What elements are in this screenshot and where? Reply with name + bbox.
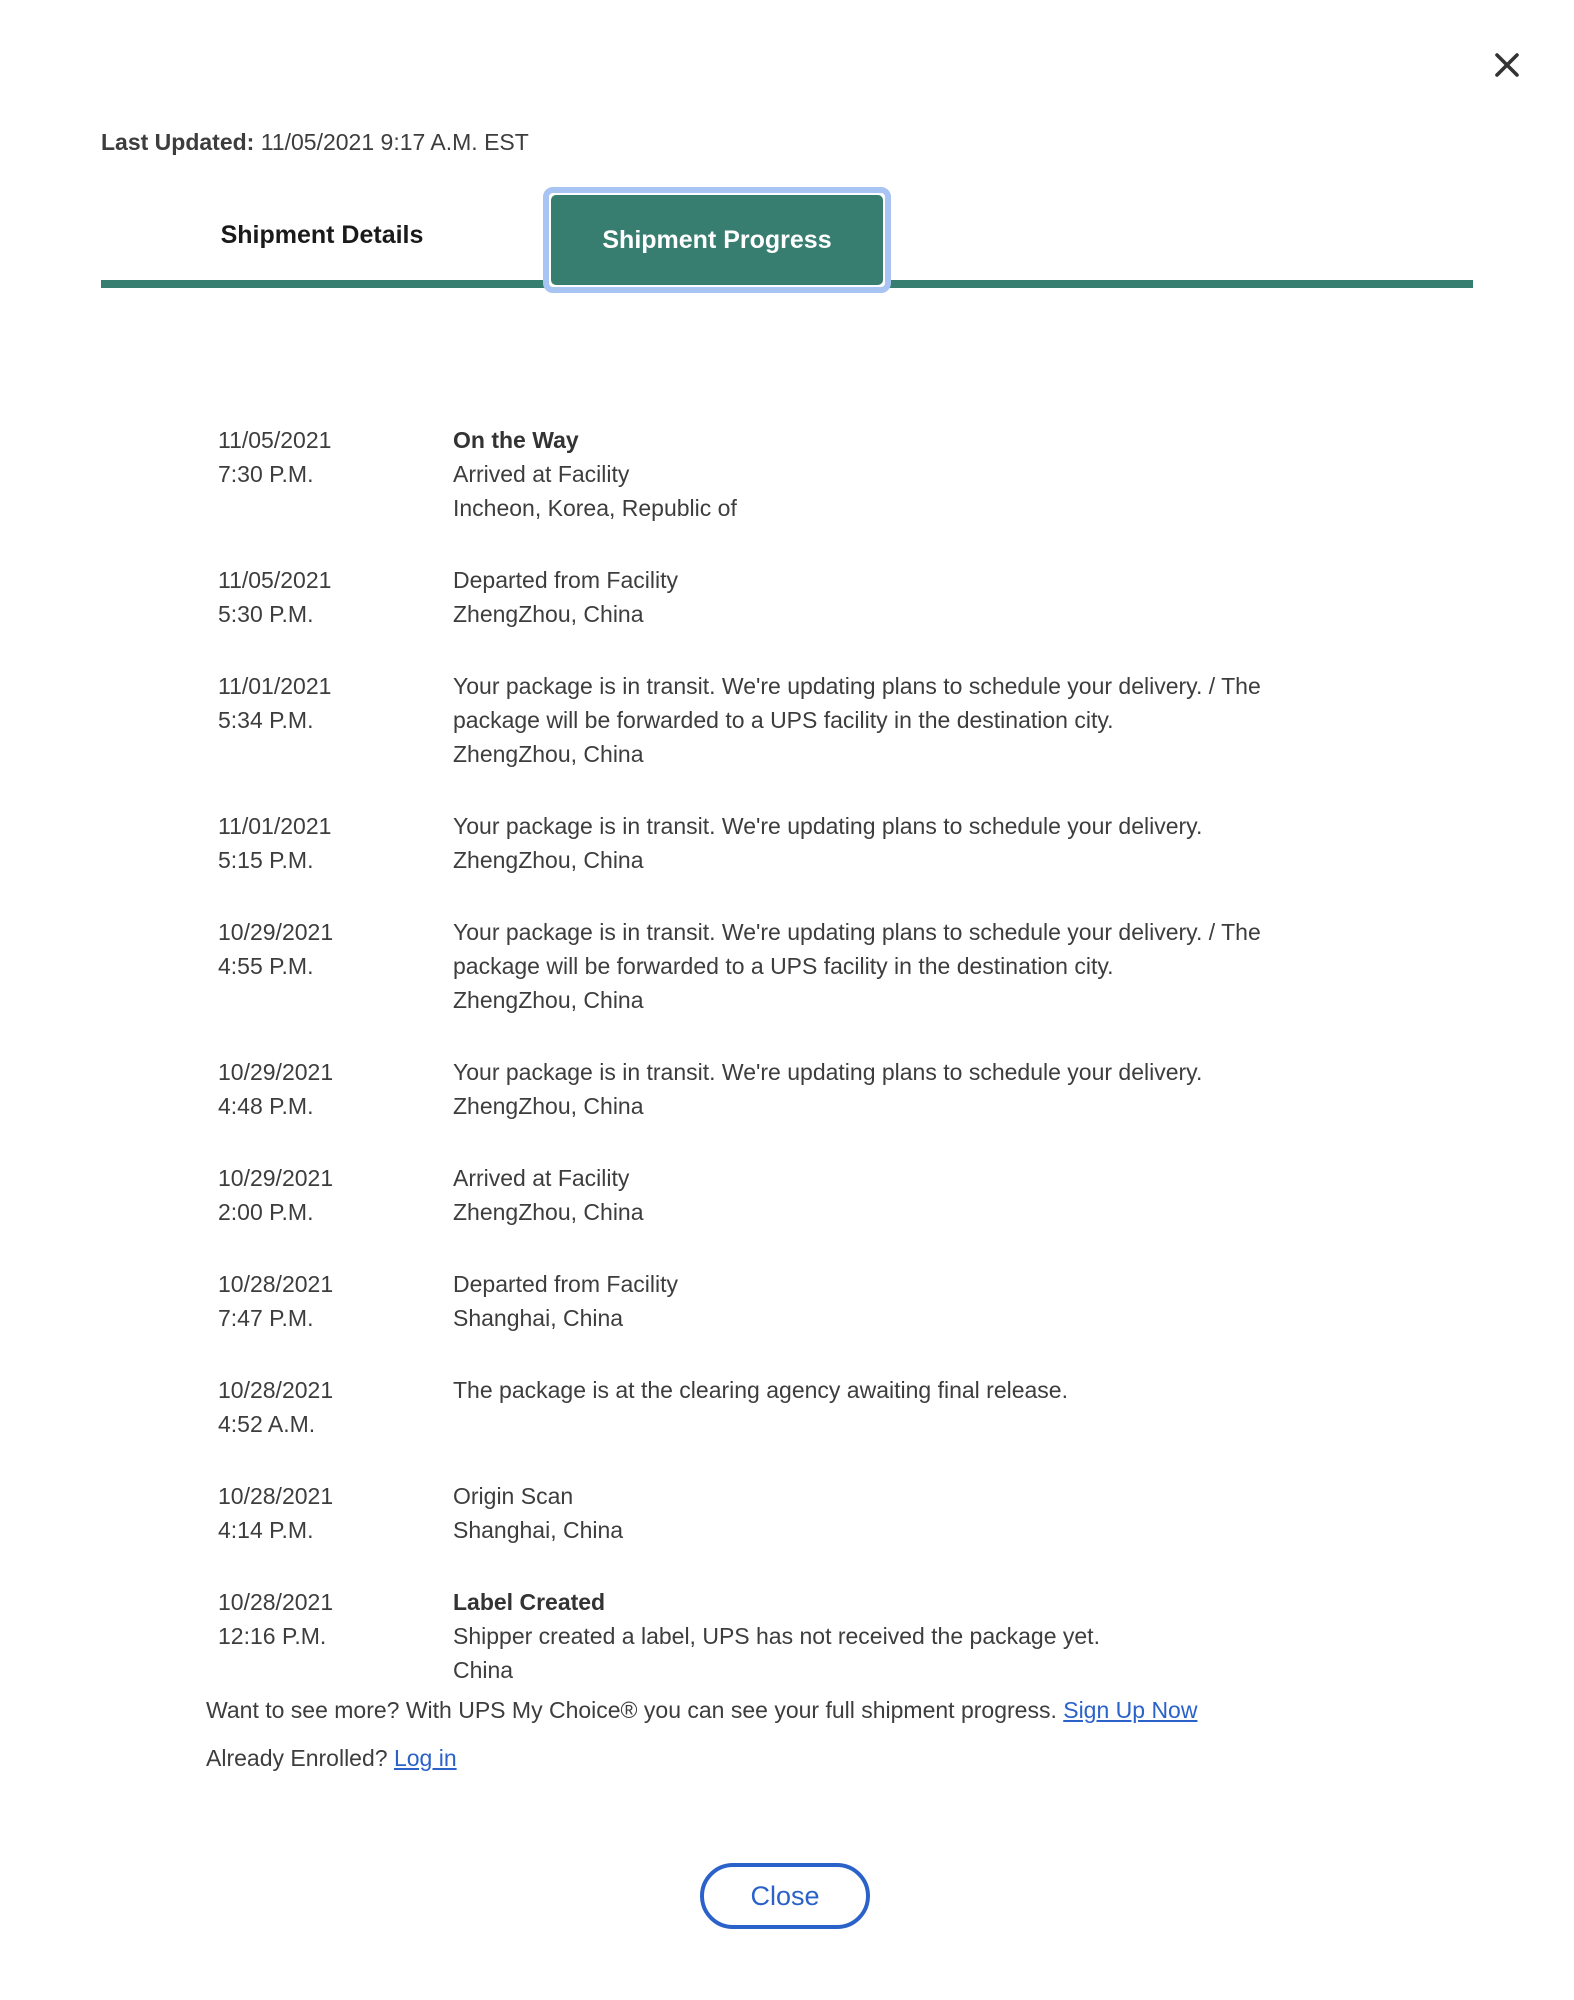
- entry-description-line: Shipper created a label, UPS has not received the package yet.: [453, 1623, 1100, 1649]
- entry-datetime: [218, 669, 453, 771]
- entry-datetime: [218, 809, 453, 877]
- entry-time: 4:52 A.M.: [218, 1411, 316, 1437]
- timeline-entry: [218, 423, 1478, 525]
- timeline-entry: [218, 1267, 1478, 1335]
- promo-text: Want to see more? With UPS My Choice® you can see your full shipment progress.: [206, 1697, 1064, 1723]
- entry-datetime: [218, 563, 453, 631]
- entry-date: 10/29/2021: [218, 919, 334, 945]
- sign-up-now-link[interactable]: Sign Up Now: [1063, 1697, 1198, 1723]
- entry-datetime: [218, 1479, 453, 1547]
- entry-date: 11/05/2021: [218, 567, 332, 593]
- entry-time: 7:47 P.M.: [218, 1305, 314, 1331]
- entry-datetime: [218, 915, 453, 1017]
- entry-time: 5:30 P.M.: [218, 601, 314, 627]
- entry-description-line: ZhengZhou, China: [453, 1199, 644, 1225]
- my-choice-promo: [206, 1693, 1197, 1775]
- entry-description-line: On the Way: [453, 427, 579, 453]
- tab-shipment-details-label: Shipment Details: [220, 220, 424, 249]
- entry-datetime: [218, 423, 453, 525]
- entry-description-line: Shanghai, China: [453, 1517, 624, 1543]
- entry-description: [453, 1161, 1478, 1229]
- entry-description-line: Your package is in transit. We're updating plans to schedule your delivery. / The: [453, 673, 1261, 699]
- entry-datetime: [218, 1161, 453, 1229]
- timeline-entry: [218, 915, 1478, 1017]
- entry-time: 4:14 P.M.: [218, 1517, 314, 1543]
- shipment-progress-timeline: [218, 423, 1478, 1725]
- close-button-label: Close: [750, 1880, 820, 1911]
- entry-datetime: [218, 1585, 453, 1687]
- entry-time: 5:34 P.M.: [218, 707, 314, 733]
- entry-description-line: Your package is in transit. We're updating plans to schedule your delivery.: [453, 813, 1203, 839]
- entry-datetime: [218, 1267, 453, 1335]
- entry-description-line: ZhengZhou, China: [453, 601, 644, 627]
- timeline-entry: [218, 563, 1478, 631]
- entry-description-line: Arrived at Facility: [453, 1165, 630, 1191]
- entry-time: 4:55 P.M.: [218, 953, 314, 979]
- entry-description: [453, 1373, 1478, 1441]
- entry-description-line: Shanghai, China: [453, 1305, 624, 1331]
- entry-description-line: ZhengZhou, China: [453, 847, 644, 873]
- entry-description: [453, 1585, 1478, 1687]
- entry-description: [453, 809, 1478, 877]
- entry-date: 11/01/2021: [218, 673, 332, 699]
- entry-description: [453, 1055, 1478, 1123]
- entry-description-line: Origin Scan: [453, 1483, 574, 1509]
- entry-description: [453, 1479, 1478, 1547]
- close-button-x[interactable]: [1486, 44, 1528, 86]
- entry-description-line: Your package is in transit. We're updating plans to schedule your delivery.: [453, 1059, 1203, 1085]
- timeline-entry: [218, 1585, 1478, 1687]
- timeline-entry: [218, 1161, 1478, 1229]
- last-updated-label: Last Updated:: [101, 129, 255, 155]
- entry-description: [453, 669, 1478, 771]
- entry-date: 11/01/2021: [218, 813, 332, 839]
- tab-shipment-progress-label: Shipment Progress: [602, 225, 832, 254]
- entry-date: 10/28/2021: [218, 1483, 334, 1509]
- entry-time: 2:00 P.M.: [218, 1199, 314, 1225]
- entry-description: [453, 1267, 1478, 1335]
- log-in-link[interactable]: Log in: [393, 1745, 457, 1771]
- entry-date: 10/28/2021: [218, 1377, 334, 1403]
- entry-datetime: [218, 1055, 453, 1123]
- entry-description-line: The package is at the clearing agency awaiting final release.: [453, 1377, 1068, 1403]
- entry-description-line: China: [453, 1657, 514, 1683]
- close-button[interactable]: [700, 1863, 870, 1929]
- entry-date: 10/29/2021: [218, 1165, 334, 1191]
- entry-description-line: package will be forwarded to a UPS facility in the destination city.: [453, 707, 1114, 733]
- enrolled-row: [206, 1741, 1197, 1775]
- entry-date: 10/29/2021: [218, 1059, 334, 1085]
- tab-shipment-details[interactable]: [101, 190, 543, 280]
- timeline-entry: [218, 1479, 1478, 1547]
- timeline-entry: [218, 1055, 1478, 1123]
- entry-time: 5:15 P.M.: [218, 847, 314, 873]
- entry-description-line: Departed from Facility: [453, 567, 678, 593]
- entry-description-line: Incheon, Korea, Republic of: [453, 495, 737, 521]
- promo-row: [206, 1693, 1197, 1727]
- entry-description-line: Arrived at Facility: [453, 461, 630, 487]
- entry-description-line: package will be forwarded to a UPS facility in the destination city.: [453, 953, 1114, 979]
- entry-date: 10/28/2021: [218, 1271, 334, 1297]
- entry-date: 11/05/2021: [218, 427, 332, 453]
- entry-description: [453, 423, 1478, 525]
- entry-description-line: Label Created: [453, 1589, 606, 1615]
- entry-description: [453, 563, 1478, 631]
- entry-time: 7:30 P.M.: [218, 461, 314, 487]
- entry-time: 12:16 P.M.: [218, 1623, 327, 1649]
- last-updated: [101, 126, 529, 158]
- entry-description: [453, 915, 1478, 1017]
- entry-description-line: ZhengZhou, China: [453, 741, 644, 767]
- entry-time: 4:48 P.M.: [218, 1093, 314, 1119]
- tab-shipment-progress[interactable]: [543, 187, 891, 293]
- timeline-entry: [218, 669, 1478, 771]
- last-updated-value: 11/05/2021 9:17 A.M. EST: [254, 129, 529, 155]
- timeline-entry: [218, 1373, 1478, 1441]
- entry-description-line: Your package is in transit. We're updating plans to schedule your delivery. / The: [453, 919, 1261, 945]
- enrolled-text: Already Enrolled?: [206, 1745, 394, 1771]
- entry-description-line: ZhengZhou, China: [453, 1093, 644, 1119]
- entry-description-line: ZhengZhou, China: [453, 987, 644, 1013]
- entry-date: 10/28/2021: [218, 1589, 334, 1615]
- timeline-entry: [218, 809, 1478, 877]
- entry-datetime: [218, 1373, 453, 1441]
- entry-description-line: Departed from Facility: [453, 1271, 678, 1297]
- close-icon: [1492, 50, 1522, 80]
